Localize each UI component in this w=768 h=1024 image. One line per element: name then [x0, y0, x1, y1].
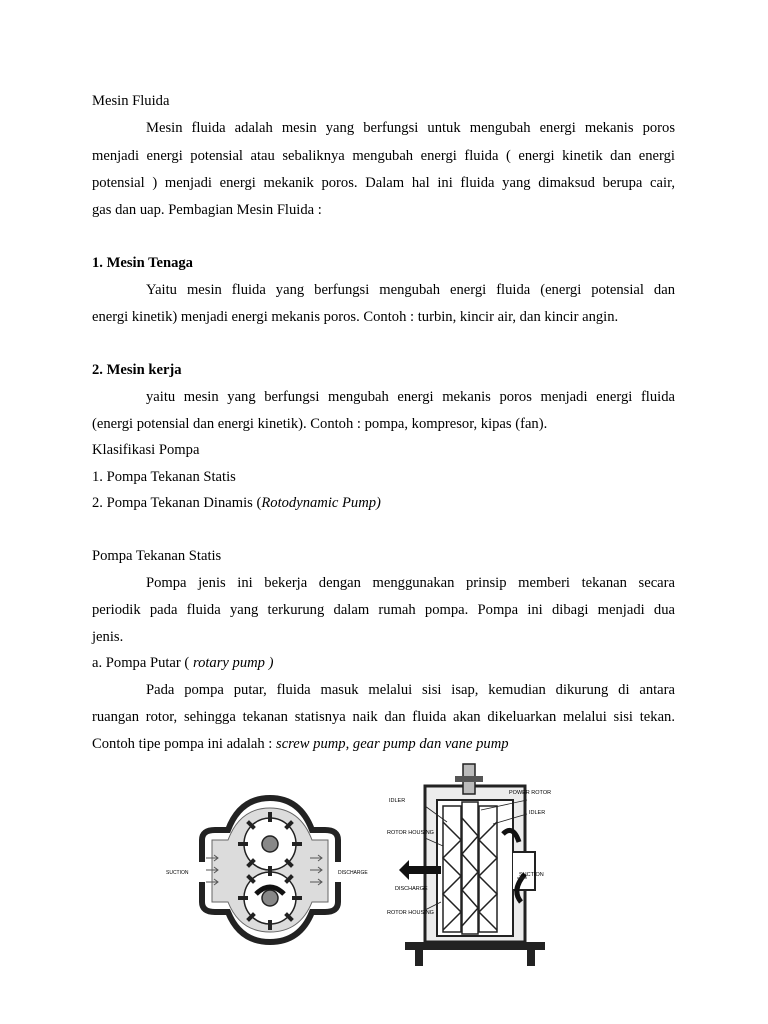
screw-suction-label: SUCTION: [519, 872, 544, 878]
intro-line-3: potensial ) menjadi energi mekanik poros. Dalam hal ini fluida yang dimaksud berupa cair,: [92, 175, 675, 191]
statis-line-3: jenis.: [92, 629, 124, 645]
klasifikasi-item-1: 1. Pompa Tekanan Statis: [92, 469, 236, 485]
rotary-line-2: ruangan rotor, sehingga tekanan statisnya naik dan fluida akan dikeluarkan melalui sisi tekan.: [92, 709, 675, 725]
section1-line-1: Yaitu mesin fluida yang berfungsi mengubah energi fluida (energi potensial dan: [146, 282, 675, 298]
screw-power-rotor-label: POWER ROTOR: [509, 790, 552, 796]
statis-line-1: Pompa jenis ini bekerja dengan menggunakan prinsip memberi tekanan secara: [146, 575, 675, 591]
statis-line-2: periodik pada fluida yang terkurung dalam rumah pompa. Pompa ini dibagi menjadi dua: [92, 602, 675, 618]
screw-discharge-label: DISCHARGE: [395, 886, 428, 892]
gear-pump-figure: [160, 790, 380, 950]
screw-idler-left-label: IDLER: [389, 798, 406, 804]
statis-heading: Pompa Tekanan Statis: [92, 548, 222, 564]
rotary-example: Contoh tipe pompa ini adalah : screw pump, gear pump dan vane pump: [92, 736, 509, 752]
intro-line-2: menjadi energi potensial atau sebaliknya mengubah energi fluida ( energi kinetik dan energi: [92, 148, 675, 164]
intro-line-1: Mesin fluida adalah mesin yang berfungsi untuk mengubah energi mekanis poros: [146, 120, 675, 136]
screw-rotor-housing-2-label: ROTOR HOUSING: [387, 910, 434, 916]
document-title: Mesin Fluida: [92, 93, 170, 109]
section2-line-1: yaitu mesin yang berfungsi mengubah energi mekanis poros menjadi energi fluida: [146, 389, 675, 405]
intro-line-4: gas dan uap. Pembagian Mesin Fluida :: [92, 202, 322, 218]
rotary-heading: a. Pompa Putar ( rotary pump ): [92, 655, 274, 671]
section1-line-2: energi kinetik) menjadi energi mekanis poros. Contoh : turbin, kincir air, dan kincir angin.: [92, 309, 619, 325]
klasifikasi-item-2: 2. Pompa Tekanan Dinamis (Rotodynamic Pump): [92, 495, 381, 511]
section1-heading: 1. Mesin Tenaga: [92, 255, 193, 271]
section2-heading: 2. Mesin kerja: [92, 362, 182, 378]
screw-pump-figure: [385, 762, 560, 968]
section2-line-2: (energi potensial dan energi kinetik). Contoh : pompa, kompresor, kipas (fan).: [92, 416, 548, 432]
gear-suction-label: SUCTION: [166, 870, 189, 876]
gear-discharge-label: DISCHARGE: [338, 870, 368, 876]
klasifikasi-heading: Klasifikasi Pompa: [92, 442, 200, 458]
screw-idler-right-label: IDLER: [529, 810, 546, 816]
screw-rotor-housing-1-label: ROTOR HOUSING: [387, 830, 434, 836]
rotary-line-1: Pada pompa putar, fluida masuk melalui sisi isap, kemudian dikurung di antara: [146, 682, 675, 698]
